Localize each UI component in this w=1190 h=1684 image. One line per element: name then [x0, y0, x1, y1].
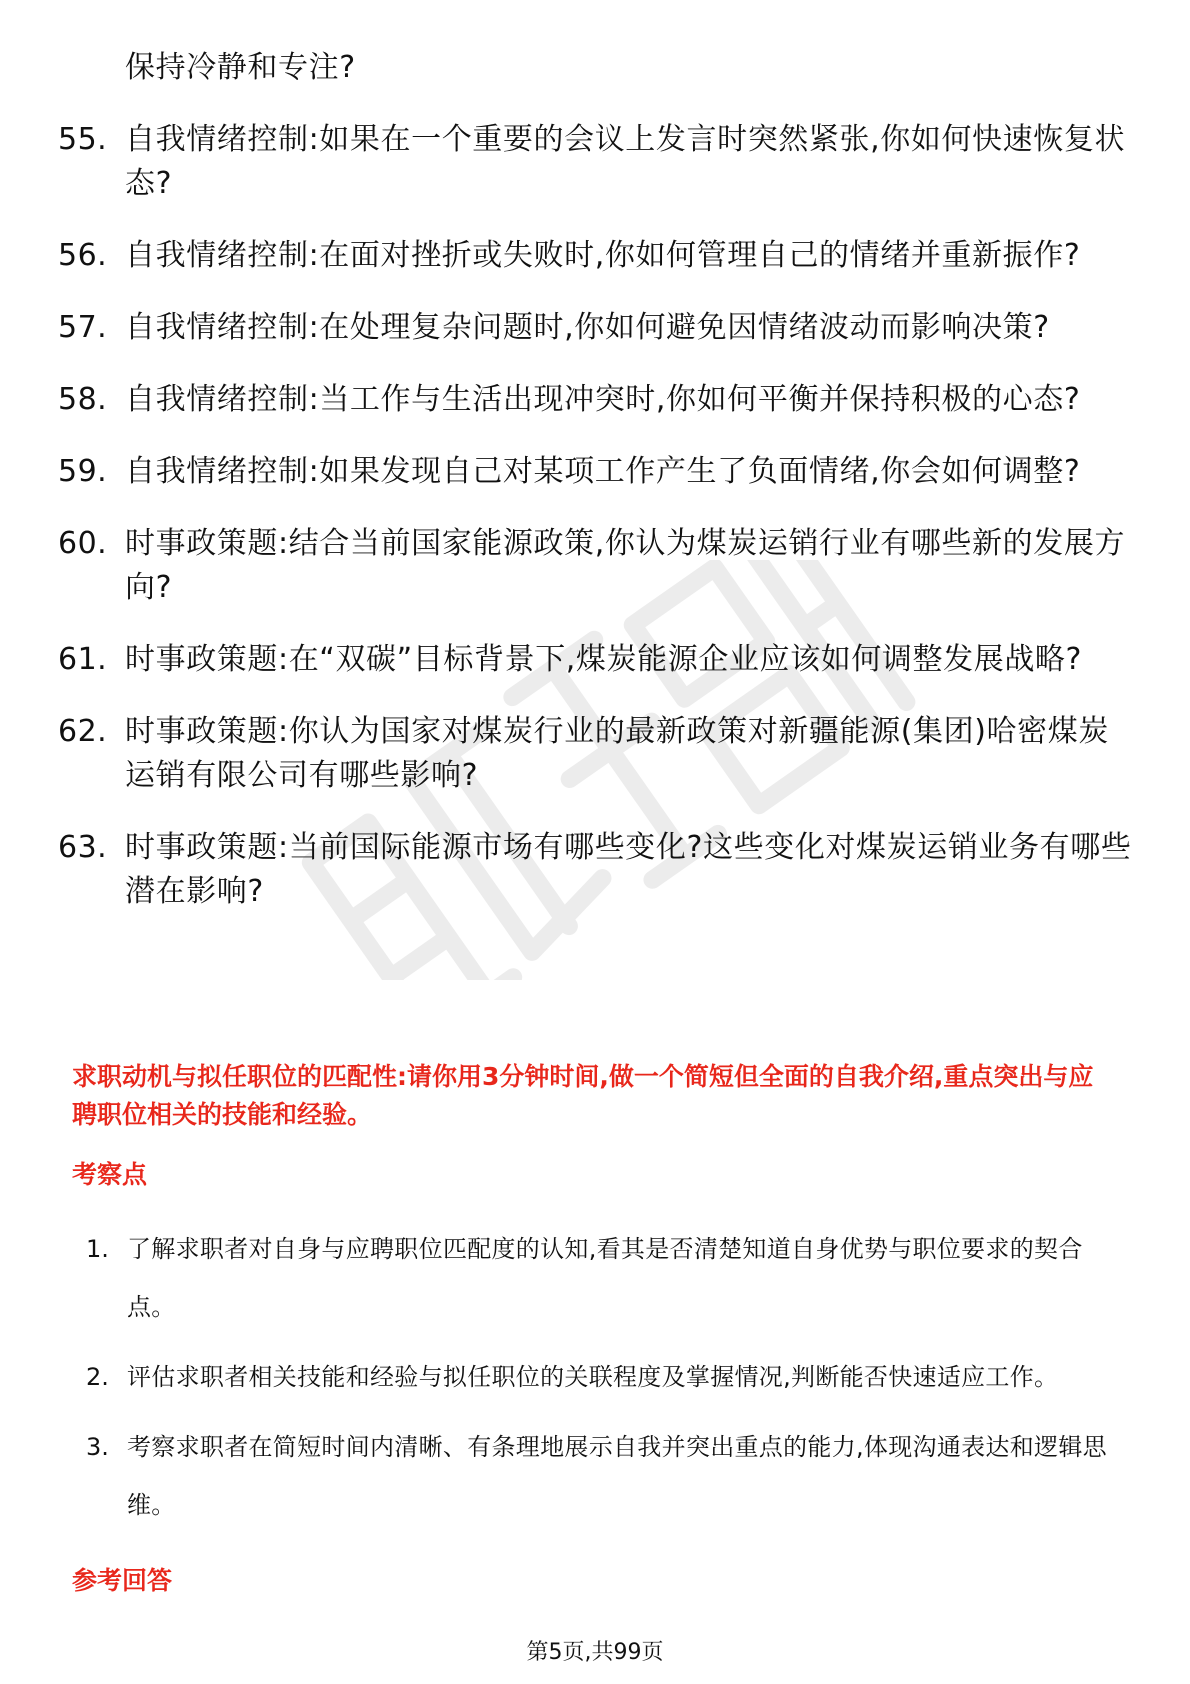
question-number: 58.	[58, 382, 108, 417]
question-item	[58, 522, 1138, 610]
question-list	[58, 46, 1138, 942]
question-number: 61.	[58, 642, 108, 677]
question-text: 自我情绪控制:在处理复杂问题时,你如何避免因情绪波动而影响决策?	[125, 310, 1050, 345]
question-text: 自我情绪控制:如果在一个重要的会议上发言时突然紧张,你如何快速恢复状态?	[125, 122, 1126, 201]
question-text: 自我情绪控制:在面对挫折或失败时,你如何管理自己的情绪并重新振作?	[125, 238, 1081, 273]
question-number: 57.	[58, 310, 108, 345]
assessment-point	[86, 1418, 1126, 1534]
question-number: 56.	[58, 238, 108, 273]
question-item	[58, 118, 1138, 206]
question-item	[58, 234, 1138, 278]
question-number: 62.	[58, 714, 108, 749]
question-item	[58, 378, 1138, 422]
question-item	[58, 638, 1138, 682]
question-text: 自我情绪控制:当工作与生活出现冲突时,你如何平衡并保持积极的心态?	[125, 382, 1081, 417]
question-item	[58, 826, 1138, 914]
question-number: 63.	[58, 830, 108, 865]
question-text: 时事政策题:结合当前国家能源政策,你认为煤炭运销行业有哪些新的发展方向?	[125, 526, 1126, 605]
assessment-point	[86, 1348, 1126, 1406]
point-text: 考察求职者在简短时间内清晰、有条理地展示自我并突出重点的能力,体现沟通表达和逻辑思维。	[127, 1433, 1107, 1519]
assessment-point-list	[86, 1220, 1126, 1546]
question-number: 60.	[58, 526, 108, 561]
question-text: 时事政策题:在“双碳”目标背景下,煤炭能源企业应该如何调整发展战略?	[125, 642, 1083, 677]
question-text: 自我情绪控制:如果发现自己对某项工作产生了负面情绪,你会如何调整?	[125, 454, 1081, 489]
page-footer: 第5页,共99页	[526, 1640, 664, 1665]
point-number: 3.	[86, 1433, 109, 1461]
assessment-point	[86, 1220, 1126, 1336]
question-item	[58, 450, 1138, 494]
question-item-continued	[58, 46, 1138, 90]
question-item	[58, 710, 1138, 798]
question-text: 时事政策题:你认为国家对煤炭行业的最新政策对新疆能源(集团)哈密煤炭运销有限公司有哪些影响?	[125, 714, 1109, 793]
question-number: 59.	[58, 454, 108, 489]
point-number: 2.	[86, 1363, 109, 1391]
point-number: 1.	[86, 1235, 109, 1263]
highlight-question: 求职动机与拟任职位的匹配性:请你用3分钟时间,做一个简短但全面的自我介绍,重点突出与应聘职位相关的技能和经验。	[72, 1062, 1094, 1129]
question-number: 55.	[58, 122, 108, 157]
point-text: 了解求职者对自身与应聘职位匹配度的认知,看其是否清楚知道自身优势与职位要求的契合点。	[127, 1235, 1083, 1321]
point-text: 评估求职者相关技能和经验与拟任职位的关联程度及掌握情况,判断能否快速适应工作。	[127, 1363, 1059, 1391]
question-item	[58, 306, 1138, 350]
question-text: 保持冷静和专注?	[125, 50, 356, 85]
question-text: 时事政策题:当前国际能源市场有哪些变化?这些变化对煤炭运销业务有哪些潜在影响?	[125, 830, 1132, 909]
assessment-label: 考察点	[72, 1160, 148, 1189]
reference-answer-label: 参考回答	[72, 1566, 173, 1595]
